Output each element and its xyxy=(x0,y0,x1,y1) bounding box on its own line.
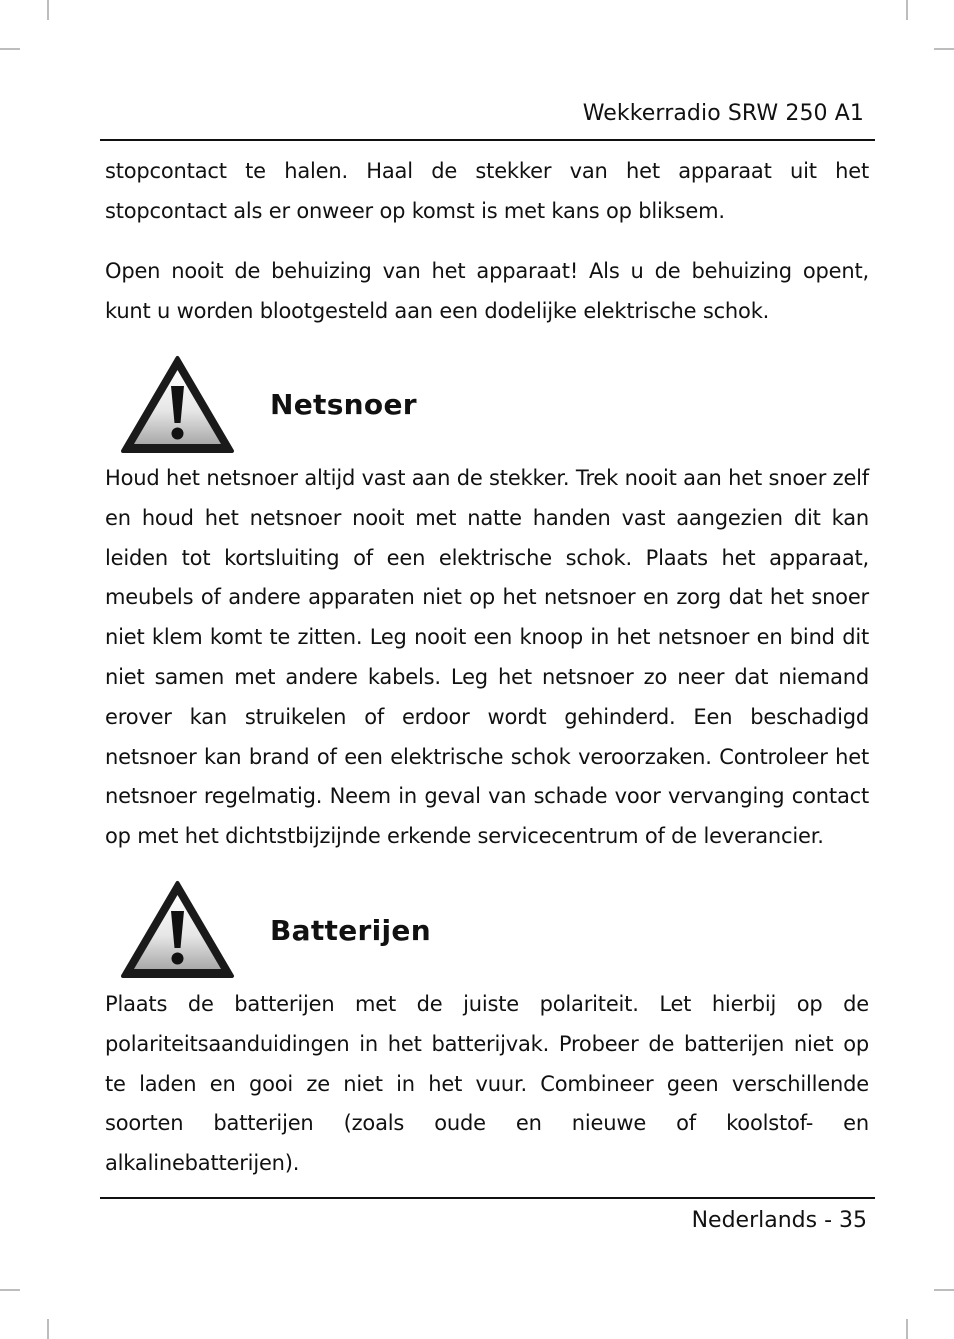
section-body-batterijen: Plaats de batterijen met de juiste polariteit. Let hierbij op de polariteitsaanduidingen in het batterijvak. Probeer de batterijen niet op te laden en gooi ze niet in het vuur. Combineer geen verschillende soorten batterijen (zoals oude en nieuwe of koolstof- en alkalinebatterijen). xyxy=(105,992,869,1176)
intro-paragraph-2: Open nooit de behuizing van het apparaat! Als u de behuizing opent, kunt u worden blootgesteld aan een dodelijke elektrische schok. xyxy=(105,259,869,323)
crop-mark-bottom-left xyxy=(47,1319,49,1339)
crop-mark-left-bottom xyxy=(0,1289,20,1291)
section-heading-netsnoer: Netsnoer xyxy=(270,388,417,421)
crop-mark-right-top xyxy=(934,48,954,50)
crop-mark-bottom-right xyxy=(906,1319,908,1339)
crop-mark-top-right xyxy=(906,0,908,20)
crop-mark-right-bottom xyxy=(934,1289,954,1291)
footer-rule xyxy=(100,1197,875,1199)
crop-mark-top-left xyxy=(47,0,49,20)
section-heading-batterijen: Batterijen xyxy=(270,914,431,947)
section-body-netsnoer: Houd het netsnoer altijd vast aan de stekker. Trek nooit aan het snoer zelf en houd het netsnoer nooit met natte handen vast aangezien dit kan leiden tot kortsluiting of een elektrische schok. Plaats het apparaat, meubels of andere apparaten niet op het netsnoer en zorg dat het snoer niet klem komt te zitten. Leg nooit een knoop in het netsnoer en bind dit niet samen met andere kabels. Leg het netsnoer zo neer dat niemand erover kan struikelen of erdoor wordt gehinderd. Een beschadigd netsnoer kan brand of een elektrische schok veroorzaken. Controleer het netsnoer regelmatig. Neem in geval van schade voor vervanging contact op met het dichtstbijzijnde erkende servicecentrum of de leverancier. xyxy=(105,466,869,849)
header-rule xyxy=(100,139,875,141)
warning-triangle-icon xyxy=(120,880,235,979)
running-header-title: Wekkerradio SRW 250 A1 xyxy=(582,101,864,126)
intro-paragraph-1: stopcontact te halen. Haal de stekker van het apparaat uit het stopcontact als er onweer op komst is met kans op bliksem. xyxy=(105,159,869,223)
warning-triangle-icon xyxy=(120,355,235,454)
page-footer-label: Nederlands - 35 xyxy=(691,1208,867,1233)
crop-mark-left-top xyxy=(0,48,20,50)
